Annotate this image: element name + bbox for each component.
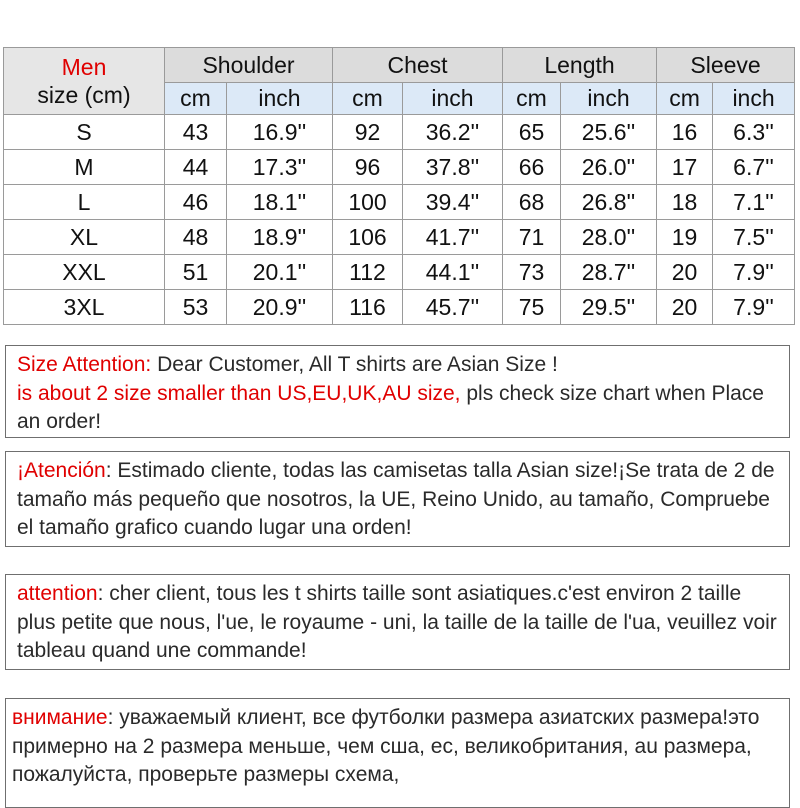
cell-cm: 19 [657,220,713,255]
notice-french-label: attention [17,582,98,605]
cell-inch: 6.3'' [713,115,795,150]
cell-inch: 36.2'' [403,115,503,150]
cell-inch: 37.8'' [403,150,503,185]
notice-english-highlight: is about 2 size smaller than US,EU,UK,AU size, [17,381,461,405]
notice-french-text: : cher client, tous les t shirts taille sont asiatiques.c'est environ 2 taille plus petite que nous, l'ue, le royaume - uni, la taille de la taille de l'ua, veuillez voir tableau quand une commande! [17,582,777,662]
notice-english-text-2: pls check size chart when Place an order! [17,381,764,433]
notice-english-text: Dear Customer, All T shirts are Asian Size ! [151,353,558,376]
cell-cm: 71 [503,220,561,255]
notice-english-label: Size Attention: [17,353,152,376]
cell-cm: 106 [333,220,403,255]
notice-english [5,345,790,438]
cell-cm: 68 [503,185,561,220]
unit-inch: inch [403,83,503,115]
cell-inch: 7.1'' [713,185,795,220]
header-chest: Chest [333,48,503,83]
notice-spanish-text: : Estimado cliente, todas las camisetas talla Asian size!¡Se trata de 2 de tamaño más pequeño que nosotros, la UE, Reino Unido, au tamaño, Compruebe el tamaño grafico cuando lugar una orden! [17,459,775,539]
cell-inch: 20.1'' [227,255,333,290]
cell-inch: 7.9'' [713,290,795,325]
cell-cm: 43 [165,115,227,150]
cell-inch: 28.7'' [561,255,657,290]
corner-title: Men [61,54,107,80]
corner-subtitle: size (cm) [37,82,131,108]
unit-inch: inch [713,83,795,115]
cell-cm: 73 [503,255,561,290]
cell-cm: 17 [657,150,713,185]
cell-inch: 45.7'' [403,290,503,325]
cell-inch: 26.8'' [561,185,657,220]
cell-inch: 41.7'' [403,220,503,255]
notice-french [5,574,790,670]
cell-cm: 112 [333,255,403,290]
cell-inch: 7.5'' [713,220,795,255]
cell-cm: 46 [165,185,227,220]
cell-inch: 18.1'' [227,185,333,220]
size-label: XL [4,220,165,255]
notice-russian-text: : уважаемый клиент, все футболки размера азиатских размера!это примерно на 2 размера меньше, чем сша, ес, великобритания, au размера, пожалуйста, проверьте размеры схема, [12,706,760,786]
cell-cm: 20 [657,255,713,290]
unit-cm: cm [503,83,561,115]
cell-cm: 75 [503,290,561,325]
size-label: XXL [4,255,165,290]
notice-spanish-label: ¡Atención [17,459,106,482]
cell-cm: 66 [503,150,561,185]
cell-cm: 20 [657,290,713,325]
cell-inch: 17.3'' [227,150,333,185]
size-label: 3XL [4,290,165,325]
cell-cm: 116 [333,290,403,325]
unit-inch: inch [561,83,657,115]
unit-cm: cm [333,83,403,115]
cell-inch: 28.0'' [561,220,657,255]
unit-inch: inch [227,83,333,115]
table-row [4,255,795,290]
table-body [4,115,795,325]
size-label: S [4,115,165,150]
cell-cm: 44 [165,150,227,185]
cell-cm: 100 [333,185,403,220]
cell-cm: 96 [333,150,403,185]
cell-inch: 44.1'' [403,255,503,290]
unit-cm: cm [165,83,227,115]
table-row [4,185,795,220]
cell-cm: 51 [165,255,227,290]
table-header-row [4,48,795,83]
size-chart-table [3,47,795,325]
cell-cm: 18 [657,185,713,220]
table-row [4,115,795,150]
cell-cm: 92 [333,115,403,150]
cell-inch: 26.0'' [561,150,657,185]
table-corner-cell [4,48,165,115]
cell-inch: 29.5'' [561,290,657,325]
table-row [4,150,795,185]
notice-russian-label: внимание [12,706,108,729]
header-sleeve: Sleeve [657,48,795,83]
size-label: M [4,150,165,185]
notice-russian [5,698,790,808]
cell-inch: 25.6'' [561,115,657,150]
unit-cm: cm [657,83,713,115]
cell-inch: 6.7'' [713,150,795,185]
cell-inch: 18.9'' [227,220,333,255]
header-shoulder: Shoulder [165,48,333,83]
table-row [4,220,795,255]
cell-inch: 20.9'' [227,290,333,325]
cell-cm: 48 [165,220,227,255]
cell-inch: 16.9'' [227,115,333,150]
cell-cm: 65 [503,115,561,150]
notice-spanish [5,451,790,547]
cell-cm: 16 [657,115,713,150]
cell-inch: 39.4'' [403,185,503,220]
cell-cm: 53 [165,290,227,325]
table-row [4,290,795,325]
size-label: L [4,185,165,220]
header-length: Length [503,48,657,83]
cell-inch: 7.9'' [713,255,795,290]
